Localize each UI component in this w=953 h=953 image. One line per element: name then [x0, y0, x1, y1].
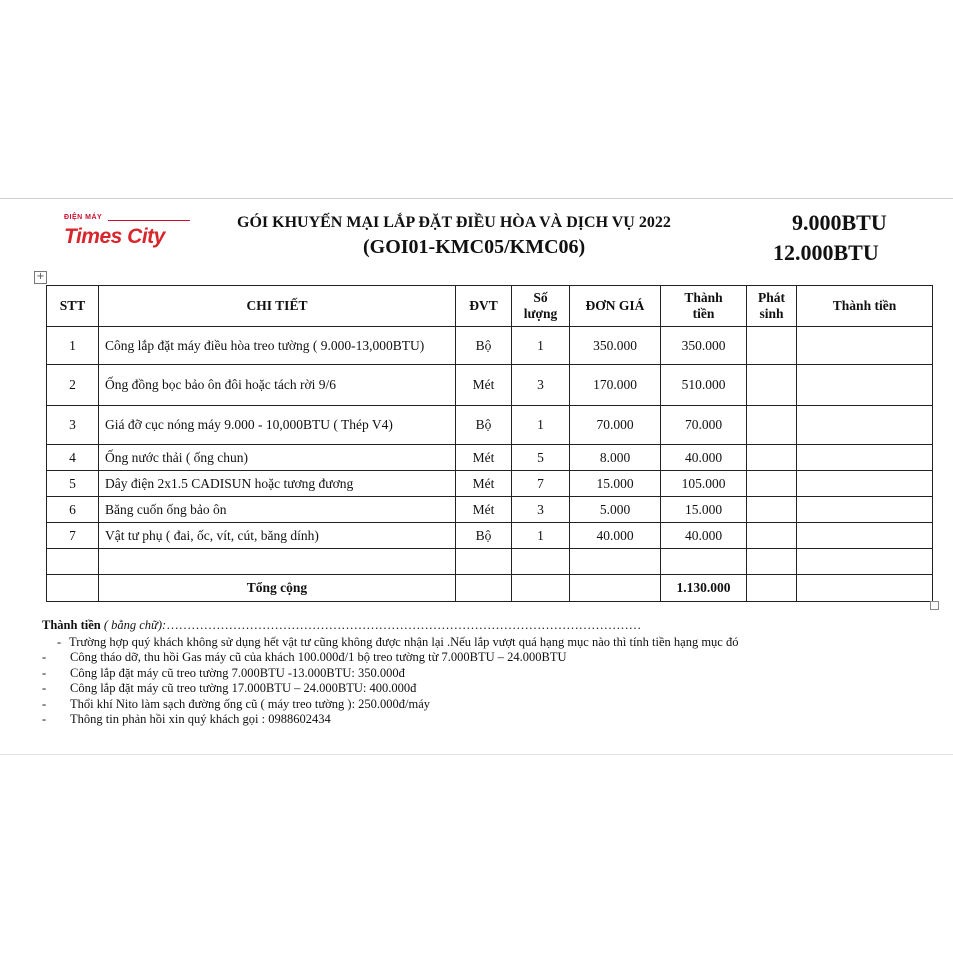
cell-empty [747, 575, 797, 602]
table-row [47, 365, 933, 406]
table-row [47, 327, 933, 365]
cell-unit: Bộ [456, 327, 512, 365]
header-extra [747, 286, 797, 327]
cell-stt: 4 [47, 445, 99, 471]
note-item [42, 697, 932, 713]
note-text: Trường hợp quý khách không sử dụng hết vật tư cũng không được nhận lại .Nếu lắp vượt quá hạng mục nào thì tính tiền hạng mục đó [69, 634, 739, 649]
header-amount [661, 286, 747, 327]
table-row [47, 471, 933, 497]
header-total: Thành tiền [797, 286, 933, 327]
note-item [42, 650, 932, 666]
cell-stt: 1 [47, 327, 99, 365]
note-item [42, 681, 932, 697]
cell-empty [47, 549, 99, 575]
table-total-row [47, 575, 933, 602]
note-text: Công lắp đặt máy cũ treo tường 17.000BTU – 24.000BTU: 400.000đ [70, 681, 417, 695]
table-row-empty [47, 549, 933, 575]
cell-amount: 105.000 [661, 471, 747, 497]
logo-underline [108, 220, 190, 221]
cell-empty [512, 575, 570, 602]
table-row [47, 406, 933, 445]
table-row [47, 523, 933, 549]
cell-quantity: 7 [512, 471, 570, 497]
document-code: (GOI01-KMC05/KMC06) [363, 236, 586, 258]
cell-unit-price: 170.000 [570, 365, 661, 406]
cell-detail: Giá đỡ cục nóng máy 9.000 - 10,000BTU ( Thép V4) [99, 406, 456, 445]
header-unit-price: ĐƠN GIÁ [570, 286, 661, 327]
bullet-dash: - [57, 634, 62, 649]
cell-amount: 70.000 [661, 406, 747, 445]
cell-unit: Mét [456, 497, 512, 523]
cell-extra [747, 327, 797, 365]
header-extra-line2: sinh [759, 306, 784, 321]
cell-empty [99, 549, 456, 575]
notes-list [42, 635, 932, 728]
cell-total [797, 523, 933, 549]
cell-empty [570, 549, 661, 575]
note-item [42, 635, 932, 651]
cell-amount: 15.000 [661, 497, 747, 523]
total-value: 1.130.000 [661, 575, 747, 602]
cell-detail: Ống đồng bọc bảo ôn đôi hoặc tách rời 9/6 [99, 365, 456, 406]
cell-empty [797, 549, 933, 575]
cell-empty [797, 575, 933, 602]
cell-stt: 2 [47, 365, 99, 406]
cell-unit-price: 5.000 [570, 497, 661, 523]
bullet-dash: - [42, 650, 47, 664]
header-quantity [512, 286, 570, 327]
cell-total [797, 365, 933, 406]
cell-stt: 7 [47, 523, 99, 549]
cell-extra [747, 523, 797, 549]
cell-unit: Bộ [456, 406, 512, 445]
notes-section [42, 618, 932, 728]
header-amount-line1: Thành [684, 290, 723, 305]
header-quantity-line2: lượng [523, 306, 558, 321]
cell-total [797, 497, 933, 523]
cell-amount: 350.000 [661, 327, 747, 365]
cell-unit: Mét [456, 471, 512, 497]
logo-wordmark: Times City [64, 225, 165, 248]
cell-extra [747, 365, 797, 406]
header-detail: CHI TIẾT [99, 286, 456, 327]
bullet-dash: - [42, 665, 47, 680]
cell-detail: Vật tư phụ ( đai, ốc, vít, cút, băng dính) [99, 523, 456, 549]
cell-detail: Băng cuốn ống bảo ôn [99, 497, 456, 523]
cell-quantity: 3 [512, 365, 570, 406]
cell-empty [456, 575, 512, 602]
table-row [47, 445, 933, 471]
cell-quantity: 5 [512, 445, 570, 471]
cell-unit: Bộ [456, 523, 512, 549]
cell-total [797, 471, 933, 497]
header-stt: STT [47, 286, 99, 327]
bullet-dash: - [42, 712, 47, 726]
cell-unit-price: 40.000 [570, 523, 661, 549]
bullet-dash: - [42, 696, 47, 711]
cell-stt: 6 [47, 497, 99, 523]
note-item [42, 666, 932, 682]
cell-empty [570, 575, 661, 602]
header-amount-line2: tiền [692, 306, 715, 321]
header-extra-line1: Phát [758, 290, 785, 305]
table-row [47, 497, 933, 523]
amount-in-words-label: Thành tiền [42, 618, 101, 632]
cell-empty [47, 575, 99, 602]
cell-unit-price: 350.000 [570, 327, 661, 365]
table-header-row [47, 286, 933, 327]
cell-quantity: 1 [512, 523, 570, 549]
amount-in-words-line [42, 618, 932, 634]
cell-extra [747, 471, 797, 497]
cell-quantity: 3 [512, 497, 570, 523]
amount-in-words-hint: ( bằng chữ): [103, 618, 167, 632]
bullet-dash: - [42, 681, 47, 695]
cell-quantity: 1 [512, 327, 570, 365]
note-text: Công lắp đặt máy cũ treo tường 7.000BTU -13.000BTU: 350.000đ [70, 665, 405, 680]
cell-unit-price: 70.000 [570, 406, 661, 445]
table-move-handle-icon[interactable]: + [34, 271, 47, 284]
cell-total [797, 406, 933, 445]
cell-extra [747, 445, 797, 471]
amount-in-words-dots: …………………………………………………………………………………………………… [166, 618, 642, 632]
cell-extra [747, 406, 797, 445]
cell-detail: Dây điện 2x1.5 CADISUN hoặc tương đương [99, 471, 456, 497]
cell-unit: Mét [456, 365, 512, 406]
cell-total [797, 445, 933, 471]
cell-stt: 3 [47, 406, 99, 445]
cell-amount: 40.000 [661, 523, 747, 549]
times-city-logo [60, 214, 192, 254]
cell-amount: 510.000 [661, 365, 747, 406]
cell-empty [456, 549, 512, 575]
cell-amount: 40.000 [661, 445, 747, 471]
cell-empty [747, 549, 797, 575]
cell-detail: Ống nước thải ( ống chun) [99, 445, 456, 471]
header-quantity-line1: Số [533, 290, 548, 305]
note-text: Công tháo dỡ, thu hồi Gas máy cũ của khách 100.000đ/1 bộ treo tường từ 7.000BTU – 24.000BTU [70, 650, 567, 664]
cell-detail: Công lắp đặt máy điều hòa treo tường ( 9.000-13,000BTU) [99, 327, 456, 365]
cell-unit-price: 8.000 [570, 445, 661, 471]
cell-total [797, 327, 933, 365]
note-text: Thông tin phản hồi xin quý khách gọi : 0988602434 [70, 712, 331, 726]
note-item [42, 712, 932, 728]
document-title: GÓI KHUYẾN MẠI LẮP ĐẶT ĐIỀU HÒA VÀ DỊCH VỤ 2022 [237, 214, 671, 231]
cell-empty [512, 549, 570, 575]
header-unit: ĐVT [456, 286, 512, 327]
capacity-label-12000: 12.000BTU [773, 240, 879, 265]
price-table [46, 285, 933, 602]
cell-unit-price: 15.000 [570, 471, 661, 497]
note-text: Thổi khí Nito làm sạch đường ống cũ ( máy treo tường ): 250.000đ/máy [70, 696, 431, 711]
table-resize-handle[interactable] [930, 601, 939, 610]
cell-stt: 5 [47, 471, 99, 497]
logo-subtitle: ĐIỆN MÁY [64, 214, 103, 221]
cell-unit: Mét [456, 445, 512, 471]
total-label: Tổng cộng [99, 575, 456, 602]
capacity-label-9000: 9.000BTU [792, 210, 887, 235]
cell-quantity: 1 [512, 406, 570, 445]
cell-extra [747, 497, 797, 523]
cell-empty [661, 549, 747, 575]
